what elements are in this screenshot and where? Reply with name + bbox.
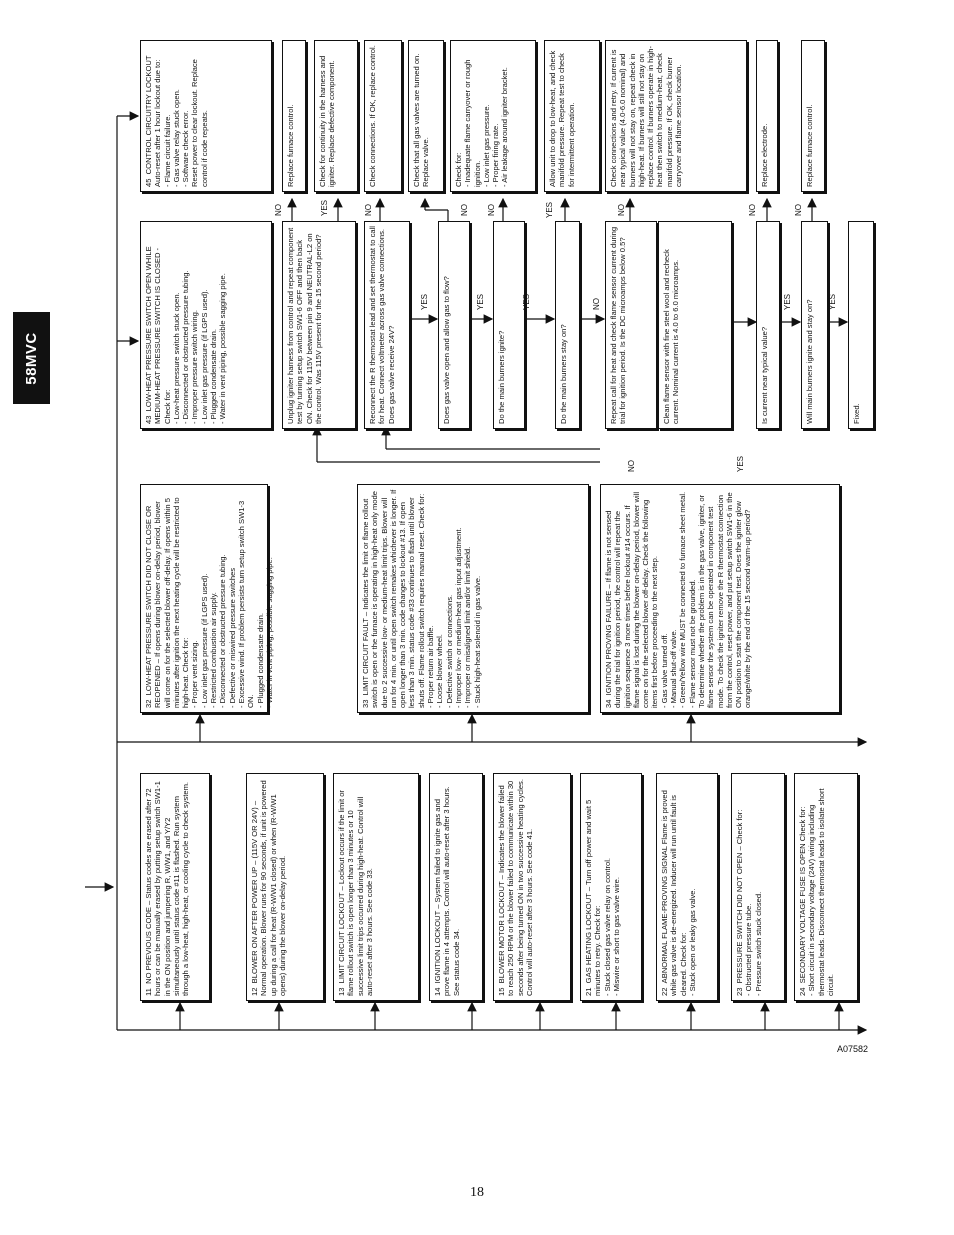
code-number: 11 [144, 988, 153, 996]
step-clean-flame-sensor [658, 221, 732, 429]
result-text: Replace furnace control. [805, 104, 814, 187]
code-box-22 [656, 773, 718, 1001]
code-box-24 [794, 773, 858, 1001]
result-text: Check connections. If OK, replace control. [368, 45, 377, 187]
label-no: NO [617, 204, 626, 216]
label-no: NO [794, 204, 803, 216]
code-box-15 [493, 773, 571, 1001]
step-text: Do the main burners ignite? [497, 330, 506, 424]
label-yes: YES [828, 293, 837, 310]
step-text: Repeat call for heat and check flame sensor current during trial for ignition period. Is the DC microamps below 0.5? [609, 226, 628, 424]
result-check-connections [364, 40, 402, 192]
step-main-burners-ignite [493, 221, 525, 429]
figure-id: A07582 [837, 1044, 869, 1054]
code-text: SECONDARY VOLTAGE FUSE IS OPEN Check for: - Short circuit in secondary voltage (24V) wiring including thermostat leads. Disconnect thermostat leads to isolate short circuit. [798, 788, 835, 996]
step-gas-valve-open [438, 221, 470, 429]
code-text: GAS HEATING LOCKOUT – Turn off power and wait 5 minutes to retry. Check for: - Stuck closed gas valve relay on control. - Miswire or short to gas valve wire. [584, 799, 621, 996]
code-number: 34 [604, 699, 613, 708]
code-box-21 [580, 773, 642, 1001]
step-reconnect-thermostat [364, 221, 410, 429]
label-no: NO [274, 204, 283, 216]
step-text: Is current near typical value? [760, 326, 769, 424]
step-current-typical [756, 221, 780, 429]
code-box-14 [429, 773, 483, 1001]
code-text: BLOWER ON AFTER POWER UP – (115V OR 24V) – Normal operation. Blower runs for 90 seconds, if unit is powered up during a call for heat (R-W/W1 closed) or when (R-W/W1 opens) during the blower on-delay period. [250, 780, 287, 996]
code-text: LIMIT CIRCUIT LOCKOUT – Lockout occurs if the limit or flame rollout switch is open longer than 3 minutes or 10 successive limit trips occurred during high-heat. Control will auto-reset after 3 hours. See code 33. [337, 790, 374, 996]
code-number: 33 [361, 699, 370, 708]
code-number: 12 [250, 987, 259, 996]
code-text: ABNORMAL FLAME-PROVING SIGNAL Flame is proved while gas valve is de-energized. Inducer will run until fault is cleared. Check for: - Stuck open or leaky gas valve. [660, 790, 697, 996]
code-number: 22 [660, 987, 669, 996]
result-allow-drop [544, 40, 600, 192]
label-no: NO [748, 204, 757, 216]
step-text: Unplug igniter harness from control and repeat component test by turning setup switch SW1-6 OFF and then back ON. Check for 115V between pin 9 and NEUTRAL-L2 on the control. Was 115V present for the 15 second period? [286, 227, 323, 424]
step-text: Reconnect the R thermostat lead and set thermostat to call for heat. Connect voltmeter across gas valve connections. Does gas valve receive 24V? [368, 226, 396, 424]
label-yes: YES [476, 293, 485, 310]
result-text: Replace electrode. [760, 123, 769, 187]
code-box-33 [357, 484, 589, 713]
code-number: 32 [144, 699, 153, 708]
result-text: Check that all gas valves are turned on. Replace valve. [412, 53, 431, 187]
code-box-45 [140, 40, 272, 192]
code-text: BLOWER MOTOR LOCKOUT – Indicates the blower failed to reach 250 RPM or the blower failed to communicate within 30 seconds after being turned ON in two successive heating cycles. Control will auto-reset after 3 hours. See code 41. [497, 779, 534, 996]
code-text: NO PREVIOUS CODE – Status codes are erased after 72 hours or can be manually erased by putting setup switch SW1-1 in the ON position and jumpering R, W/W1, and Y/Y2 simultaneously until status code #11 is flashed. Run system through a low-heat, high-heat, or cooling cycle to check system. [144, 781, 191, 996]
result-check-continuity [314, 40, 358, 192]
label-yes: YES [420, 293, 429, 310]
step-burners-stay-on [555, 221, 580, 429]
code-number: 23 [735, 987, 744, 996]
code-number: 24 [798, 987, 807, 996]
result-text: Check for: - Inadequate flame carryover or rough ignition. - Low inlet gas pressure. - Proper firing rate. - Air leakage around igniter bracket. [454, 59, 510, 187]
result-text: Replace furnace control. [286, 104, 295, 187]
code-box-11 [140, 773, 210, 1001]
code-text: IGNITION PROVING FAILURE – If flame is not sensed during the trial for ignition period, the control will repeat the ignition sequence 3 more times before lockout #14 occurs. If flame signal is lost during the blower on-delay period, blower will come on for the selected blower off-delay. Check the following items first before proceeding to the next step. - Gas valve turned off. - Manual shut-off valve. - Green/Yellow wire MUST be connected to furnace sheet metal. - Flame sensor must not be grounded. To determine whether the problem is in the gas valve, igniter, or flame sensor the system can be operated in component test mode. To check the igniter remove the R thermostat connection from the control, reset power, and put setup switch SW1-6 in the ON position to start the component test. Does the igniter glow orange/white by the end of the 15 second warm-up period? [604, 491, 753, 708]
label-no: NO [592, 298, 601, 310]
step-text: Fixed. [852, 403, 861, 424]
label-no: NO [627, 460, 636, 472]
step-text: Does gas valve open and allow gas to flow? [442, 276, 451, 424]
step-text: Will main burners ignite and stay on? [805, 299, 814, 424]
code-box-32 [140, 484, 274, 713]
result-check-for [450, 40, 536, 192]
label-yes: YES [783, 293, 792, 310]
step-text: Clean flame sensor with fine steel wool and recheck current. Nominal current is 4.0 to 6.0 microamps. [662, 249, 681, 424]
result-text: Allow unit to drop to low-heat, and check manifold pressure. Repeat test to check for intermittent operation. [548, 50, 576, 187]
code-box-34 [600, 484, 840, 713]
label-yes: YES [522, 293, 531, 310]
code-box-12 [246, 773, 324, 1001]
result-replace-control-2 [801, 40, 825, 192]
code-number: 14 [433, 987, 442, 996]
code-text: PRESSURE SWITCH DID NOT OPEN – Check for: - Obstructed pressure tube. - Pressure switch stuck closed. [735, 809, 763, 996]
step-will-burners-ignite [801, 221, 828, 429]
code-box-13 [333, 773, 419, 1001]
code-number: 13 [337, 987, 346, 996]
label-no: NO [487, 204, 496, 216]
code-number: 15 [497, 987, 506, 996]
label-yes: YES [320, 199, 329, 216]
result-text: Check for continuity in the harness and igniter. Replace defective component. [318, 55, 337, 187]
code-text: LOW-HEAT PRESSURE SWITCH OPEN WHILE MEDIUM-HEAT PRESSURE SWITCH IS CLOSED - Check for: - Low-heat pressure switch stuck open. - Disconnected or obstructed pressure tubing. - Improper pressure switch wiring. - Low inlet gas pressure (if LGPS used). - Plugged condensate drain. - Water in vent piping, possible sagging pipe. [144, 246, 228, 424]
label-yes: YES [736, 455, 745, 472]
code-number: 45 [144, 178, 153, 187]
label-no: NO [364, 204, 373, 216]
label-no: NO [460, 204, 469, 216]
code-box-43 [140, 221, 272, 429]
result-replace-control-1 [282, 40, 306, 192]
step-repeat-call-for-heat [605, 221, 657, 429]
step-unplug-igniter [282, 221, 356, 429]
code-number: 21 [584, 987, 593, 996]
code-text: CONTROL CIRCUITRY LOCKOUT Auto-reset after 1 hour lockout due to: - Flame circuit failure. - Gas valve relay stuck open. - Software check error. Reset power to clear lockout. Replace control if code repeats. [144, 55, 209, 187]
code-box-23 [731, 773, 785, 1001]
result-retry [605, 40, 747, 192]
code-text: LIMIT CIRCUIT FAULT – Indicates the limit or flame rollout switch is open or the furnace is operating in high-heat only mode due to 2 successive low- or medium-heat limit trips. Blower will run for 4 min. or until open switch remakes whichever is longer. If open longer than 3 min. code changes to lockout #13. If open less than 3 min. status code #33 continues to flash until blower shuts off. Flame rollout switch requires manual reset. Check for: - Proper return air baffle. - Loose blower wheel. - Defective switch or connections. - Improper low- or medium-heat gas input adjustment. - Improper or misaligned limit and/or limit shield. - Stuck high-heat solenoid in gas valve. [361, 489, 482, 708]
step-text: Do the main burners stay on? [559, 324, 568, 424]
model-tab-label: 58MVC [23, 331, 40, 385]
code-text: IGNITION LOCKOUT – System failed to ignite gas and prove flame in 4 attempts. Control will auto-reset after 3 hours. See status code 34. [433, 786, 461, 996]
result-check-gas-valves [408, 40, 444, 192]
code-number: 43 [144, 415, 153, 424]
step-fixed [848, 221, 874, 429]
result-text: Check connections and retry. If current is near typical value (4.0-6.0 nominal) and burners will not stay on, repeat check in high-heat. If burners will still not stay on replace control. If burners operate in high-heat then switch to medium-heat, check manifold pressure. If OK, check burner carryover and flame sensor location. [609, 46, 684, 187]
result-replace-electrode [756, 40, 778, 192]
label-yes: YES [545, 201, 554, 218]
code-text: LOW-HEAT PRESSURE SWITCH DID NOT CLOSE OR REOPENED – If opens during blower on-delay period, blower will come on for the selected blower off-delay. If opens within 5 minutes after ignition the next heating cycle will be restricted to high-heat. Check for: - Proper vent sizing. - Low inlet gas pressure (if LGPS used). - Restricted combustion air supply. - Disconnected or obstructed pressure tubing. - Defective or miswired pressure switches - Excessive wind. If problem persists turn setup switch SW1-3 ON. - Plugged condensate drain. - Water in vent piping, possible sagging pipe. [144, 497, 274, 708]
page-number: 18 [470, 1185, 484, 1200]
